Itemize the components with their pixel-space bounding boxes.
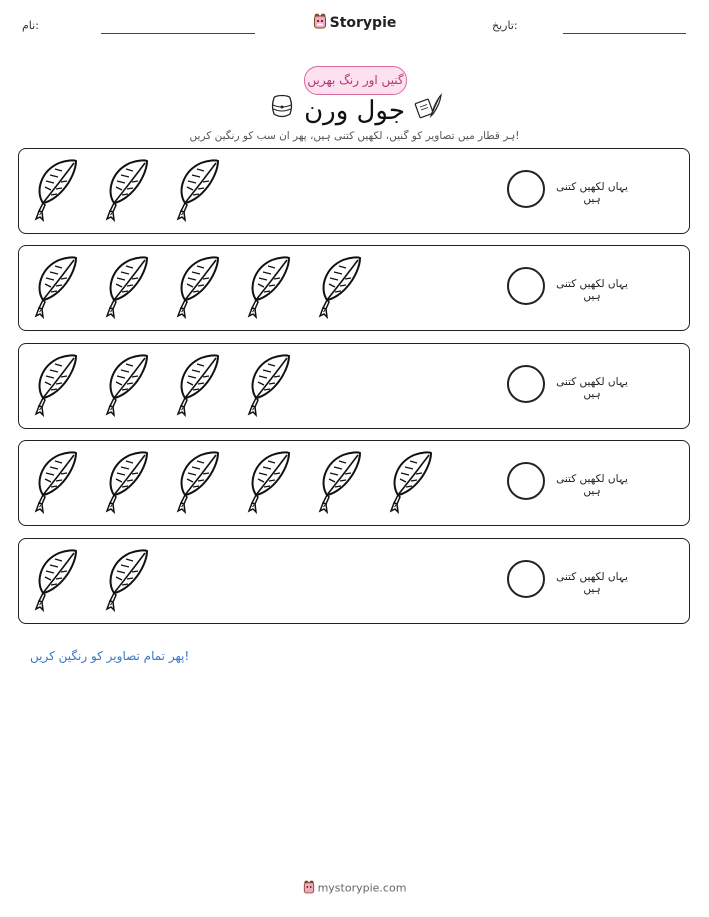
feather-quill-icon <box>171 352 242 422</box>
date-line[interactable] <box>563 33 686 34</box>
write-count-label: یہاں لکھیں کتنی ہیں <box>556 376 628 400</box>
feather-quill-icon <box>100 352 171 422</box>
feather-quill-icon <box>29 254 100 324</box>
answer-circle[interactable] <box>507 365 545 403</box>
name-label: نام: <box>22 19 39 32</box>
answer-circle[interactable] <box>507 267 545 305</box>
feather-quill-icon <box>171 157 242 227</box>
storypie-logo-icon <box>313 13 327 33</box>
brand <box>0 13 709 33</box>
feather-quill-icon <box>29 157 100 227</box>
brand-name: Storypie <box>329 15 397 31</box>
footer-site: mystorypie.com <box>317 881 407 895</box>
feather-quill-icon <box>100 254 171 324</box>
feather-quill-icon <box>29 449 100 519</box>
instructions: ہر قطار میں تصاویر کو گنیں، لکھیں کتنی ہیں، پھر ان سب کو رنگین کریں! <box>189 130 520 142</box>
feather-quill-icon <box>313 254 384 324</box>
feather-quill-icon <box>100 157 171 227</box>
feather-quill-icon <box>100 449 171 519</box>
feather-quill-icon <box>242 449 313 519</box>
feather-quill-icon <box>29 352 100 422</box>
count-row-4 <box>18 440 690 526</box>
worksheet-title: جول ورن <box>304 96 405 126</box>
footer <box>0 880 709 897</box>
feather-group <box>29 547 171 617</box>
feather-quill-icon <box>171 254 242 324</box>
feather-group <box>29 254 384 324</box>
write-count-label: یہاں لکھیں کتنی ہیں <box>556 278 628 302</box>
feather-quill-icon <box>100 547 171 617</box>
answer-circle[interactable] <box>507 170 545 208</box>
date-label: تاریخ: <box>492 19 518 32</box>
activity-badge: گنیں اور رنگ بھریں <box>304 66 407 95</box>
color-instruction: پھر تمام تصاویر کو رنگین کریں! <box>30 649 190 663</box>
feather-group <box>29 449 455 519</box>
feather-quill-icon <box>29 547 100 617</box>
write-count-label: یہاں لکھیں کتنی ہیں <box>556 181 628 205</box>
feather-quill-icon <box>171 449 242 519</box>
feather-quill-icon <box>384 449 455 519</box>
feather-group <box>29 157 242 227</box>
letter-quill-icon <box>413 92 443 124</box>
answer-circle[interactable] <box>507 560 545 598</box>
feather-quill-icon <box>242 254 313 324</box>
count-row-5 <box>18 538 690 624</box>
count-row-1 <box>18 148 690 234</box>
feather-quill-icon <box>313 449 384 519</box>
answer-circle[interactable] <box>507 462 545 500</box>
storypie-logo-icon <box>303 880 315 897</box>
feather-quill-icon <box>242 352 313 422</box>
count-row-3 <box>18 343 690 429</box>
feather-group <box>29 352 313 422</box>
write-count-label: یہاں لکھیں کتنی ہیں <box>556 473 628 497</box>
count-row-2 <box>18 245 690 331</box>
write-count-label: یہاں لکھیں کتنی ہیں <box>556 571 628 595</box>
name-line[interactable] <box>101 33 255 34</box>
